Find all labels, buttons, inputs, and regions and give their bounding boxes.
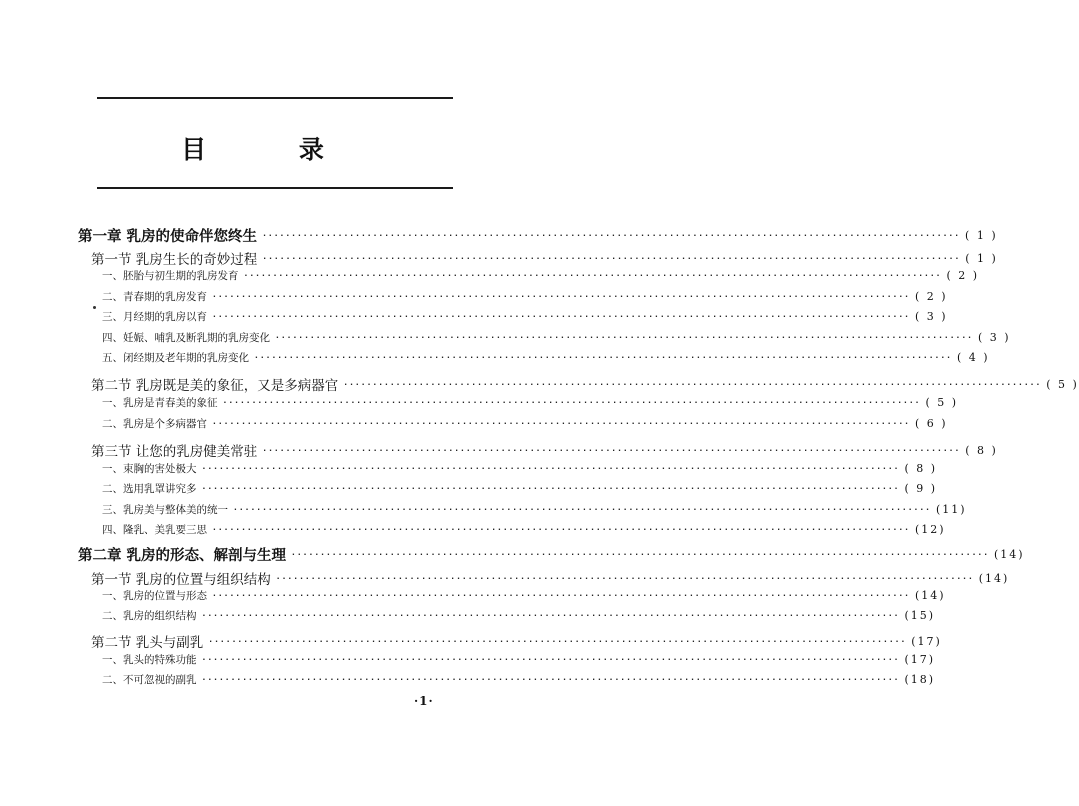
toc-entry [102,588,946,603]
toc-leader-dots: ························································································································ [212,591,910,600]
toc-entry [102,502,967,517]
toc-entry-label: 一、胚胎与初生期的乳房发育 [102,270,239,282]
toc-entry-label: 第一节 乳房的位置与组织结构 [91,572,271,588]
toc-leader-dots: ························································································································ [262,445,961,455]
toc-entry-page: (12) [914,523,946,536]
toc-entry [102,672,936,687]
toc-entry [91,374,1079,394]
toc-entry [78,544,1025,565]
toc-entry [91,248,998,268]
toc-leader-dots: ························································································································ [233,505,931,514]
toc-leader-dots: ························································································································ [243,271,942,280]
toc-entry-page: ( 5 ) [925,396,959,409]
toc-entry [102,522,946,537]
top-rule [97,97,453,99]
toc-entry-page: (14) [914,589,946,602]
toc-entry-page: ( 2 ) [914,290,948,303]
toc-entry-label: 二、乳房的组织结构 [102,610,197,622]
toc-leader-dots: ························································································································ [212,419,910,428]
toc-entry-page: ( 8 ) [904,462,938,475]
toc-entry-page: ( 4 ) [956,351,990,364]
print-speck [93,306,96,309]
toc-entry [78,225,998,246]
toc-leader-dots: ························································································································ [201,464,900,473]
toc-entry [91,568,1010,588]
toc-entry [91,631,942,651]
toc-leader-dots: ························································································································ [275,573,974,583]
toc-leader-dots: ························································································································ [208,636,907,646]
toc-entry-label: 一、乳房是青春美的象征 [102,397,218,409]
toc-entry-label: 四、隆乳、美乳要三思 [102,524,207,536]
toc-entry-label: 第一章 乳房的使命伴您终生 [78,229,258,245]
toc-entry [102,481,938,496]
toc-leader-dots: ························································································································ [201,611,900,620]
toc-entry [102,395,959,410]
toc-leader-dots: ························································································································ [262,231,961,240]
toc-entry-label: 三、乳房美与整体美的统一 [102,504,228,516]
title-rule [97,187,453,189]
toc-entry-page: ( 9 ) [904,482,938,495]
toc-entry-label: 第二节 乳头与副乳 [91,635,204,651]
toc-entry [91,440,998,460]
toc-entry-page: ( 6 ) [914,417,948,430]
toc-entry-page: (15) [904,609,936,622]
toc-entry-label: 第二章 乳房的形态、解剖与生理 [78,548,287,564]
toc-entry-label: 一、乳头的特殊功能 [102,654,197,666]
toc-leader-dots: ························································································································ [262,253,961,263]
toc-entry-label: 三、月经期的乳房以育 [102,311,207,323]
toc-entry [102,350,990,365]
toc-entry [102,268,980,283]
toc-entry-page: ( 3 ) [977,331,1011,344]
toc-entry [102,309,948,324]
toc-entry-label: 四、妊娠、哺乳及断乳期的乳房变化 [102,332,270,344]
toc-entry-page: (11) [935,503,967,516]
toc-leader-dots: ························································································································ [201,655,900,664]
toc-entry-page: (14) [994,548,1025,561]
toc-entry [102,461,938,476]
toc-entry-page: ( 2 ) [946,269,980,282]
toc-entry-page: (17) [911,634,942,648]
toc-entry-page: ( 3 ) [914,310,948,323]
toc-entry-label: 二、乳房是个多病器官 [102,418,207,430]
toc-entry [102,289,948,304]
toc-entry-page: ( 1 ) [965,251,998,265]
toc-entry-label: 一、乳房的位置与形态 [102,590,207,602]
toc-leader-dots: ························································································································ [254,353,952,362]
toc-entry-label: 二、不可忽视的副乳 [102,674,197,686]
toc-entry-label: 第二节 乳房既是美的象征，又是多病器官 [91,378,339,394]
toc-entry [102,652,936,667]
toc-entry-page: (17) [904,653,936,666]
toc-leader-dots: ························································································································ [201,484,900,493]
toc-entry-label: 第一节 乳房生长的奇妙过程 [91,252,258,268]
toc-entry [102,330,1011,345]
page-number: ·1· [414,694,434,708]
toc-leader-dots: ························································································································ [343,379,1042,389]
toc-leader-dots: ························································································································ [212,312,910,321]
toc-entry [102,608,936,623]
toc-leader-dots: ························································································································ [212,525,910,534]
toc-entry-label: 二、选用乳罩讲究多 [102,483,197,495]
toc-entry-page: ( 5 ) [1046,377,1079,391]
toc-leader-dots: ························································································································ [222,398,921,407]
toc-entry-label: 二、青春期的乳房发育 [102,291,207,303]
toc-entry [102,416,948,431]
toc-leader-dots: ························································································································ [212,292,910,301]
toc-entry-page: ( 8 ) [965,443,998,457]
toc-entry-label: 五、闭经期及老年期的乳房变化 [102,352,249,364]
toc-leader-dots: ························································································································ [291,550,990,559]
toc-leader-dots: ························································································································ [275,333,973,342]
page-title: 目 录 [181,135,366,164]
toc-entry-page: (18) [904,673,936,686]
toc-leader-dots: ························································································································ [201,675,900,684]
toc-entry-label: 一、束胸的害处极大 [102,463,197,475]
toc-entry-page: (14) [978,571,1010,585]
toc-entry-page: ( 1 ) [965,229,998,242]
toc-entry-label: 第三节 让您的乳房健美常驻 [91,444,258,460]
